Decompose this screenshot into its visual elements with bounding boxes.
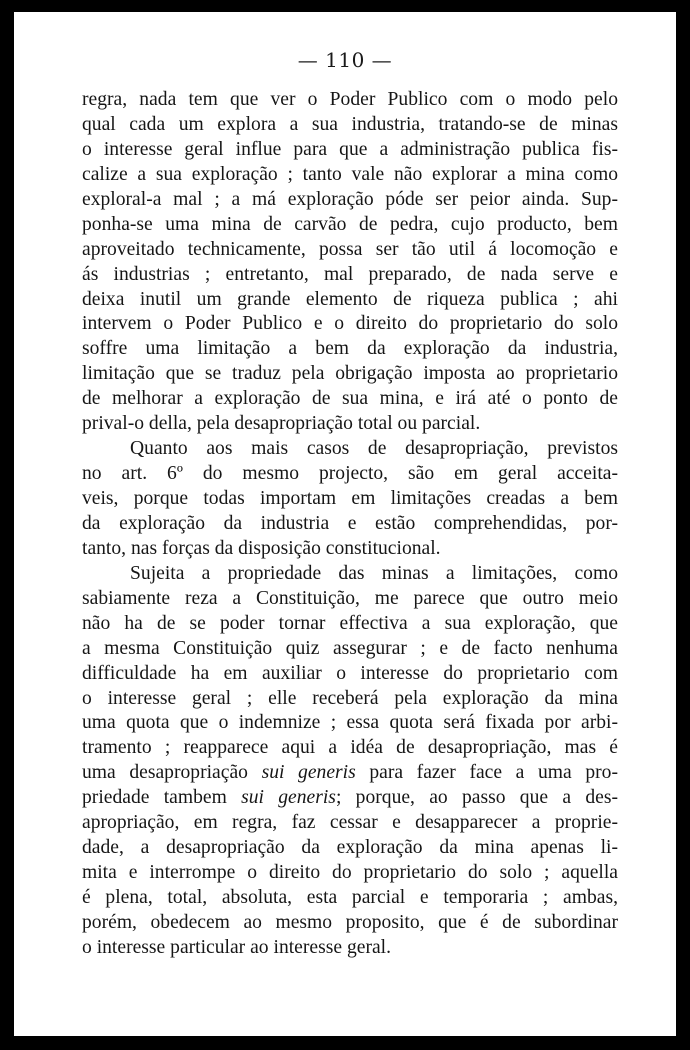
text-span: ; porque, ao passo que a des- xyxy=(335,787,618,809)
text-line: veis, porque todas importam em limitações creadas a bem xyxy=(82,488,618,509)
text-line: Quanto aos mais casos de desapropriação, previstos xyxy=(130,438,618,460)
text-line: calize a sua exploração ; tanto vale não explorar a mina como xyxy=(82,163,618,185)
text-line: apropriação, em regra, faz cessar e desapparecer a proprie- xyxy=(82,812,618,834)
text-line: aproveitado technicamente, possa ser tão util á locomoção e xyxy=(82,238,618,260)
italic-term: sui generis xyxy=(261,762,356,784)
text-line: dade, a desapropriação da exploração da mina apenas li- xyxy=(82,837,618,859)
text-line: o interesse geral influe para que a administração publica fis- xyxy=(82,138,618,160)
document-page xyxy=(14,12,676,1036)
text-line: deixa inutil um grande elemento de riqueza publica ; ahi xyxy=(82,288,618,310)
text-line: de melhorar a exploração de sua mina, e irá até o ponto de xyxy=(82,388,618,410)
text-line: tanto, nas forças da disposição constitucional. xyxy=(82,537,441,559)
text-line: o interesse geral ; elle receberá pela exploração da mina xyxy=(82,687,618,709)
text-line: mita e interrompe o direito do proprietario do solo ; aquella xyxy=(82,862,618,884)
text-line: é plena, total, absoluta, esta parcial e temporaria ; ambas, xyxy=(82,887,618,908)
text-line: o interesse particular ao interesse geral. xyxy=(82,936,392,958)
text-line: exploral-a mal ; a má exploração póde ser peior ainda. Sup- xyxy=(82,188,618,210)
text-line: soffre uma limitação a bem da exploração da industria, xyxy=(82,338,618,360)
text-line: difficuldade ha em auxiliar o interesse do proprietario com xyxy=(82,662,618,684)
text-line: uma quota que o indemnize ; essa quota será fixada por arbi- xyxy=(82,712,618,734)
text-line: porém, obedecem ao mesmo proposito, que é de subordinar xyxy=(82,911,618,933)
text-span: priedade tambem xyxy=(82,787,242,809)
text-line xyxy=(82,786,618,811)
text-span: para fazer face a uma pro- xyxy=(355,762,618,784)
text-line: ás industrias ; entretanto, mal preparado, de nada serve e xyxy=(82,263,618,285)
text-line: Sujeita a propriedade das minas a limitações, como xyxy=(130,562,618,584)
page-number: — 110 — xyxy=(297,48,393,72)
italic-term: sui generis xyxy=(241,787,336,809)
text-span: uma desapropriação xyxy=(82,762,262,784)
text-line: prival-o della, pela desapropriação total ou parcial. xyxy=(82,413,481,435)
text-line: não ha de se poder tornar effectiva a sua exploração, que xyxy=(82,612,618,634)
text-line: regra, nada tem que ver o Poder Publico com o modo pelo xyxy=(82,89,618,110)
text-line: sabiamente reza a Constituição, me parece que outro meio xyxy=(82,587,618,609)
text-line: qual cada um explora a sua industria, tratando-se de minas xyxy=(82,113,618,135)
text-line: tramento ; reapparece aqui a idéa de desapropriação, mas é xyxy=(82,737,618,759)
text-line: no art. 6º do mesmo projecto, são em geral acceita- xyxy=(82,463,618,485)
text-line: limitação que se traduz pela obrigação imposta ao proprietario xyxy=(82,363,618,385)
text-line xyxy=(82,761,618,786)
body-text xyxy=(82,88,618,961)
text-line: intervem o Poder Publico e o direito do proprietario do solo xyxy=(82,313,618,335)
text-line: ponha-se uma mina de carvão de pedra, cujo producto, bem xyxy=(82,213,618,235)
text-line: da exploração da industria e estão comprehendidas, por- xyxy=(82,512,618,534)
text-line: a mesma Constituição quiz assegurar ; e de facto nenhuma xyxy=(82,637,618,659)
